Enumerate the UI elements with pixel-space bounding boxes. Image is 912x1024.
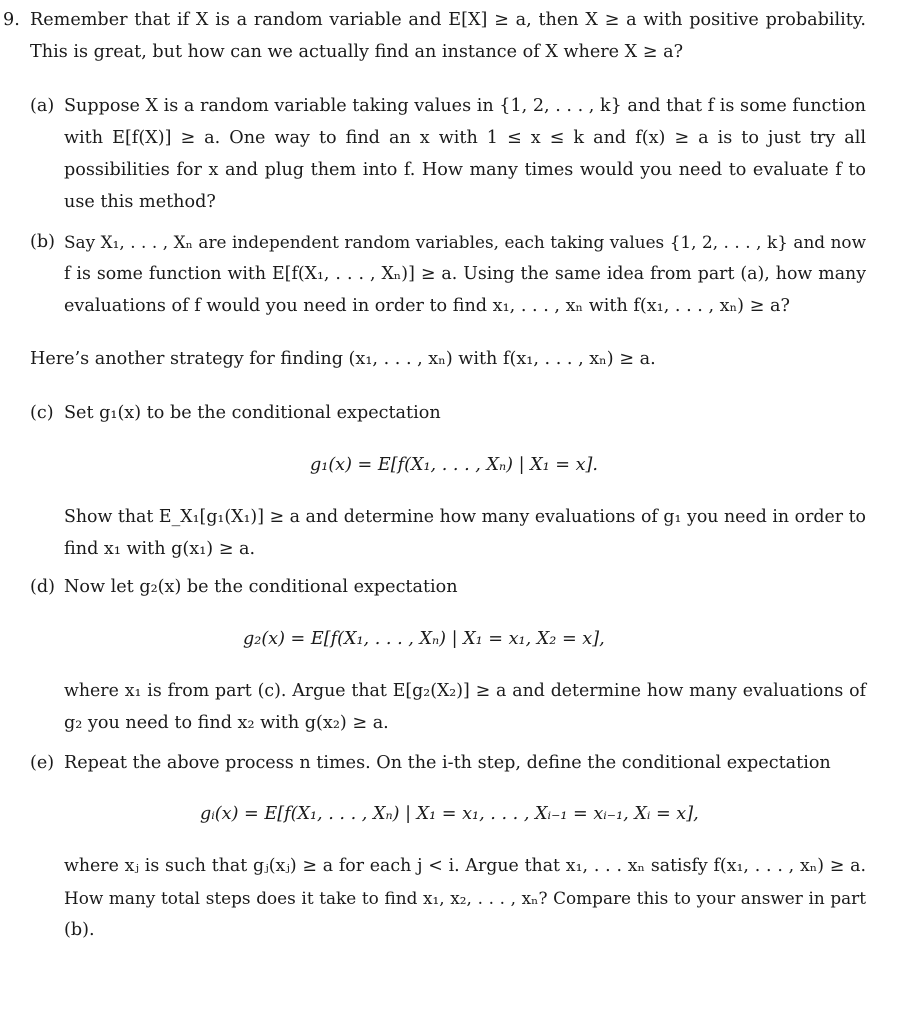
- intro-line-1: Remember that if X is a random variable and E[X] ≥ a, then X ≥ a with positive probability.: [30, 10, 866, 30]
- part-d-label: (d): [30, 577, 55, 597]
- part-a-line-2: with E[f(X)] ≥ a. One way to find an x with 1 ≤ x ≤ k and f(x) ≥ a is to just try all: [64, 128, 866, 148]
- part-a-line-1: Suppose X is a random variable taking values in {1, 2, . . . , k} and that f is some function: [64, 96, 866, 116]
- part-b-line-2: f is some function with E[f(X₁, . . . , Xₙ)] ≥ a. Using the same idea from part (a), how many: [64, 264, 866, 284]
- part-d-equation: g₂(x) = E[f(X₁, . . . , Xₙ) | X₁ = x₁, X₂ = x],: [243, 629, 605, 649]
- intro-line-2: This is great, but how can we actually find an instance of X where X ≥ a?: [30, 42, 684, 62]
- part-d-after-1: where x₁ is from part (c). Argue that E[g₂(X₂)] ≥ a and determine how many evaluations of: [64, 681, 866, 701]
- part-b-line-3: evaluations of f would you need in order to find x₁, . . . , xₙ with f(x₁, . . . , xₙ) ≥ a?: [64, 296, 790, 316]
- strategy-line: Here’s another strategy for finding (x₁, . . . , xₙ) with f(x₁, . . . , xₙ) ≥ a.: [30, 349, 656, 369]
- part-e-after-1: where xⱼ is such that gⱼ(xⱼ) ≥ a for each j < i. Argue that x₁, . . . xₙ satisfy f(x₁, . . . , xₙ) ≥ a.: [64, 856, 866, 876]
- part-d-intro: Now let g₂(x) be the conditional expectation: [64, 577, 458, 597]
- part-b-line-1: Say X₁, . . . , Xₙ are independent random variables, each taking values {1, 2, . . . , k} and now: [64, 232, 866, 252]
- part-c-equation: g₁(x) = E[f(X₁, . . . , Xₙ) | X₁ = x].: [310, 455, 598, 475]
- part-c-after-1: Show that E_X₁[g₁(X₁)] ≥ a and determine how many evaluations of g₁ you need in order to: [64, 507, 866, 527]
- part-d-after-2: g₂ you need to find x₂ with g(x₂) ≥ a.: [64, 713, 389, 733]
- part-c-intro: Set g₁(x) to be the conditional expectation: [64, 403, 441, 423]
- part-c-after-2: find x₁ with g(x₁) ≥ a.: [64, 539, 256, 559]
- part-c-label: (c): [30, 403, 54, 423]
- part-a-label: (a): [30, 96, 55, 116]
- part-e-equation: gᵢ(x) = E[f(X₁, . . . , Xₙ) | X₁ = x₁, . . . , Xᵢ₋₁ = xᵢ₋₁, Xᵢ = x],: [200, 804, 699, 824]
- part-e-after-3: (b).: [64, 920, 95, 940]
- part-e-label: (e): [30, 753, 55, 773]
- part-b-label: (b): [30, 232, 55, 252]
- problem-number: 9.: [3, 10, 20, 30]
- part-e-intro: Repeat the above process n times. On the i-th step, define the conditional expectation: [64, 753, 831, 773]
- part-a-line-3: possibilities for x and plug them into f. How many times would you need to evaluate f to: [64, 160, 866, 180]
- part-a-line-4: use this method?: [64, 192, 216, 212]
- part-e-after-2: How many total steps does it take to find x₁, x₂, . . . , xₙ? Compare this to your answer in part: [64, 888, 866, 908]
